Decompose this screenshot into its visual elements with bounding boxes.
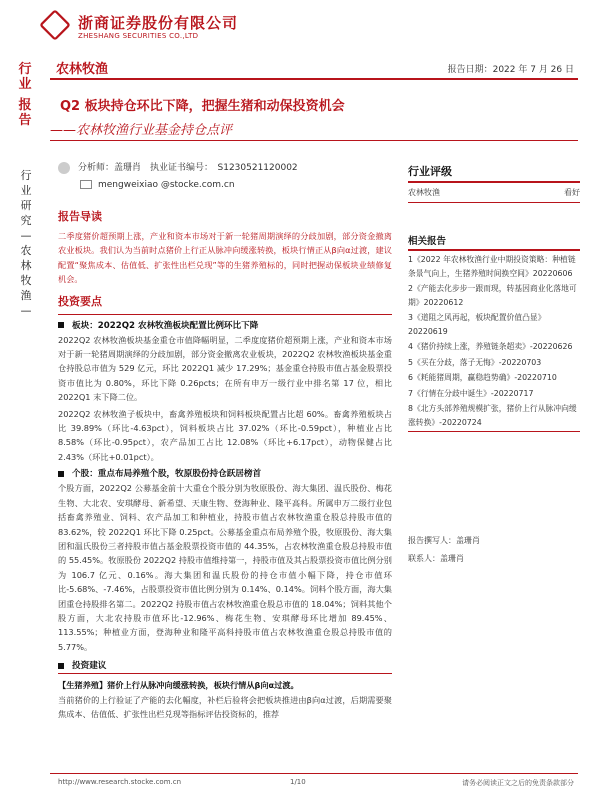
related-report-link[interactable]: 5《买在分歧，落子无悔》-20220703 [408,357,542,367]
bullet-square-icon [58,663,64,669]
side-char: 业 [20,184,32,197]
analyst-line: 分析师：盖珊肖 执业证书编号： S1230521120002 [78,163,298,173]
stocks-paragraph: 个股方面，2022Q2 公募基金前十大重仓个股分别为牧原股份、海大集团、温氏股份、梅花生物、大北农、安琪酵母、新希望、天康生物、登海种业、隆平高科。所属申万二级行业包括畜禽养殖业、饲料、农产品加工和种植业，持股市值占农林牧渔重仓股总持股市值的 83.62%，较 2022Q1 环比下降 0.25pct。公募基金重点布局养殖个股，牧原股份、海大集团和温氏股份三者持股市值占基金股票投资市值的 44.35%，占农林牧渔重仓股总持股市值的 55.45%。牧原股份 2022Q2 持股市值维持第一，持股市值及其占股票投资市值比例分别为 106.7 亿元、0.16%。海大集团和温氏股份的持仓市值小幅下降，持仓市值环比-5.68%、-7.46%，占股票投资市值比例分别为 0.14%、0.14%。饲料个股方面，海大集团重仓持股排名第二。2022Q2 持股市值占农林牧渔重仓股总市值的 18.04%；饲料其他个股方面，大北农持股市值环比-12.96%、梅花生物、安琪酵母环比增加 89.45%、113.55%；种植业方面，登海种业和隆平高科持股市值占农林牧渔重仓股总持股市值的 5.77%。 [58,483,392,652]
related-report-link[interactable]: 8《北方头部养殖规模扩张，猪价上行从脉冲向缓涨转换》-20220724 [408,404,577,427]
sector-paragraph-2: 2022Q2 农林牧渔子板块中，畜禽养殖板块和饲料板块配置占比超 60%。畜禽养殖板块占比 39.89%（环比-4.63pct），饲料板块占比 37.02%（环比-0.59pct），种植业占比 8.58%（环比-0.95pct），农产品加工占比 12.08%（环比+6.17pct），动物保健占比 2.43%（环比+0.01pct）。 [58,408,392,462]
report-author: 报告撰写人：盖珊肖 [408,536,480,545]
related-heading: 相关报告 [408,233,580,251]
bullet-title: 个股：重点布局养殖个股，牧原股份持仓跃居榜首 [72,469,262,480]
side-char: 渔 [20,289,32,302]
side-char: 行 [18,62,32,77]
related-report-link[interactable]: 3《道阻之风再起，板块配置价值凸显》20220619 [408,313,546,336]
rating-row [408,183,580,203]
header-rule [50,78,578,80]
side-char: 牧 [20,274,32,287]
title-rule [50,140,578,141]
report-contact: 联系人：盖珊肖 [408,554,464,563]
related-report-link[interactable]: 2《产能去化步步一跟而现，转基因商业化落地可期》20220612 [408,284,577,307]
advice-subheading: 【生猪养殖】猪价上行从脉冲向缓涨转换，板块行情从β向α过渡。 [58,680,299,691]
footer-rule [50,773,578,774]
sector-paragraph-1: 2022Q2 农林牧渔板块基金重仓市值降幅明显，二季度度猪价超预期上涨，产业和资本市场对于新一轮猪周期演绎的分歧加剧，部分资金撤离农业板块，2022Q2 农林牧渔板块基金重仓持股总市值为 529 亿元，环比 2022Q1 减少 17.29%；基金重仓持股市值占基金股票投资市值比为 0.80%，环比下降 0.26pcts；在所有申万一级行业中排名第 17 位，相比 2022Q1 末下降二位。 [58,334,392,403]
related-report-link[interactable]: 6《耗能猪周期，赢稳趋势确》-20220710 [408,373,557,382]
analyst-email-row [80,180,235,190]
side-label-research [16,168,36,318]
page-number: 1/10 [290,778,306,786]
side-char: 林 [20,259,32,272]
side-char: 报 [18,98,32,113]
points-heading: 投资要点 [58,294,102,308]
sidebar-column [408,163,580,568]
report-date: 报告日期：2022 年 7 月 26 日 [447,65,574,75]
rating-value: 看好 [564,188,580,197]
person-icon [58,162,70,174]
mail-icon [80,180,92,189]
related-report-link[interactable]: 4《猪价持续上涨，养殖链条超卖》-20220626 [408,342,573,351]
section-rule [58,314,392,315]
rating-heading: 行业评级 [408,163,580,183]
section-rule [58,673,392,674]
bullet-square-icon [58,471,64,477]
bullet-heading-advice [58,659,392,671]
company-name-cn: 浙商证券股份有限公司 [78,14,239,32]
advice-paragraph: 当前猪价的上行验证了产能的去化幅度，补栏后验将会把板块推进由β向α过渡，后期需要聚焦成本、估值低、扩张性出栏兑现等指标评估投资标的，推荐 [58,694,392,719]
side-char: 告 [18,113,32,128]
bullet-square-icon [58,322,64,328]
side-char: 业 [18,77,32,92]
analyst-info [58,160,298,174]
side-char: — [20,304,32,317]
contact-block [408,532,580,568]
side-char: 农 [20,244,32,257]
main-column [58,206,392,721]
side-char: — [20,229,32,242]
bullet-title: 板块：2022Q2 农林牧渔板块配置比例环比下降 [72,320,259,331]
intro-text: 二季度猪价超预期上涨，产业和资本市场对于新一轮猪周期演绎的分歧加剧，部分资金撤离农业板块。我们认为当前时点猪价上行正从脉冲向缓涨转换，板块行情正从β向α过渡，建议配置“聚焦成本、估值低、扩张性出栏兑现”等的生猪养殖标的，同时把握动保板块业绩修复机会。 [58,231,392,285]
disclaimer-note: 请务必阅读正文之后的免责条款部分 [462,779,574,787]
report-title: Q2 板块持仓环比下降，把握生猪和动保投资机会 [60,99,345,114]
analyst-email[interactable]: mengweixiao @stocke.com.cn [98,180,235,190]
related-report-link[interactable]: 1《2022 年农林牧渔行业中期投资策略：种植链条景气向上，生猪养殖时间换空间》20220606 [408,255,576,278]
side-label-report [16,62,34,172]
related-report-link[interactable]: 7《行情在分歧中诞生》-20220717 [408,388,534,398]
rating-sector: 农林牧渔 [408,188,440,197]
company-name-en: ZHESHANG SECURITIES CO.,LTD [78,32,199,40]
logo-mark-icon [39,9,71,41]
bullet-heading-stocks [58,467,392,479]
report-subtitle: ——农林牧渔行业基金持仓点评 [50,123,233,138]
bullet-heading-sector [58,319,392,331]
bullet-title: 投资建议 [72,661,107,672]
side-char: 行 [20,169,32,182]
intro-heading: 报告导读 [58,210,102,223]
related-rule [408,431,580,432]
side-char: 研 [20,199,32,212]
sector-label: 农林牧渔 [56,62,109,77]
side-char: 究 [20,214,32,227]
footer-url[interactable]: http://www.research.stocke.com.cn [58,778,182,786]
company-logo [40,10,240,46]
